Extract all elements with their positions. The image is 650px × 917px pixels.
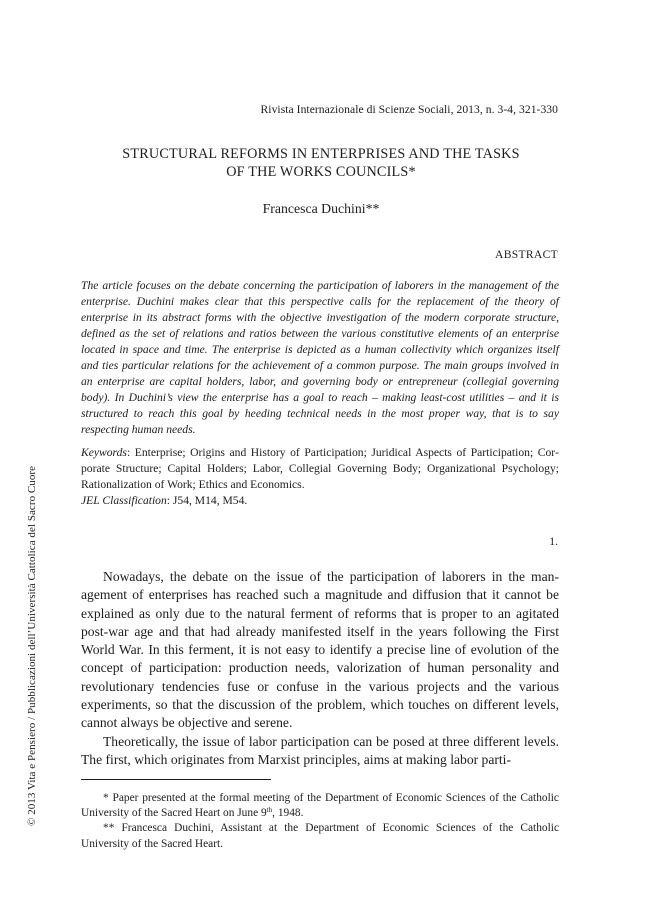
section-number: 1. bbox=[549, 535, 558, 548]
abstract-heading: ABSTRACT bbox=[495, 248, 558, 261]
keywords-label: Keywords bbox=[81, 446, 127, 459]
footnotes bbox=[81, 791, 559, 852]
article-title bbox=[80, 146, 562, 181]
keywords-text: : Enterprise; Origins and History of Participation; Juridical Aspects of Participation; Corporate Structure; Capital Holders; Labor, Collegial Governing Body; Organizational Psychology; Rationalization of Work; Ethics and Economics. bbox=[81, 446, 559, 492]
jel-text: : J54, M14, M54. bbox=[166, 494, 248, 508]
footnote-1-tail: , 1948. bbox=[272, 807, 304, 820]
jel-label: JEL Classification bbox=[81, 494, 167, 508]
title-line-2: OF THE WORKS COUNCILS* bbox=[226, 163, 416, 180]
body-text bbox=[81, 568, 559, 769]
body-paragraph-2: Theoretically, the issue of labor participation can be posed at three different levels. The first, which originates from Marxist principles, aims at making labor parti- bbox=[81, 733, 559, 767]
footnote-1 bbox=[81, 791, 559, 821]
title-line-1: STRUCTURAL REFORMS IN ENTERPRISES AND THE TASKS bbox=[122, 146, 520, 162]
keywords-line bbox=[81, 445, 559, 493]
author-name: Francesca Duchini** bbox=[262, 201, 380, 216]
running-header: Rivista Internazionale di Scienze Sociali, 2013, n. 3-4, 321-330 bbox=[260, 103, 558, 116]
body-paragraph-1: Nowadays, the debate on the issue of the participation of laborers in the management of enterprises has reached such a magnitude and diffusion that it cannot be explained as only due to the natural ferment of reforms that is proper to an agitated post-war age and that had already manifested itself in the years following the First World War. In this ferment, it is not easy to identify a precise line of evolution of the concept of participation: production needs, valorization of human personality and revolutionary tendencies fuse or confuse in the various projects and the various experiments, so that the discussion of the problem, which touches on different levels, cannot always be objective and serene. bbox=[81, 569, 559, 731]
jel-line bbox=[81, 493, 559, 509]
footnote-divider bbox=[81, 779, 271, 780]
side-copyright: © 2013 Vita e Pensiero / Pubblicazioni dell’Università Cattolica del Sacro Cuore bbox=[26, 465, 38, 826]
footnote-2: ** Francesca Duchini, Assistant at the Department of Economic Sciences of the Catholic University of the Sacred Heart. bbox=[81, 822, 559, 850]
keywords-block bbox=[81, 445, 559, 509]
abstract-text: The article focuses on the debate concerning the participation of laborers in the management of the enterprise. Duchini makes clear that this perspective calls for the replacement of the theory of enterprise in its abstract forms with the objective investigation of the modern corporate structure, defined as the set of relations and ratios between the various constitutive elements of an enterprise located in space and time. The enterprise is depicted as a human collectivity which organizes itself and ties particular relations for the achievement of a common purpose. The main groups involved in an enterprise are capital holders, labor, and governing body or entrepreneur (collegial governing body). In Duchini’s view the enterprise has a goal to reach – making least-cost utilities – and it is structured to reach this goal by heeding technical needs in the most proper way, that is to say respecting human needs. bbox=[81, 279, 559, 437]
footnote-1-text: * Paper presented at the formal meeting of the Department of Economic Sciences of the Catholic University of the Sacred Heart on June 9 bbox=[81, 792, 559, 820]
footnote-1-superscript: th bbox=[266, 806, 273, 815]
